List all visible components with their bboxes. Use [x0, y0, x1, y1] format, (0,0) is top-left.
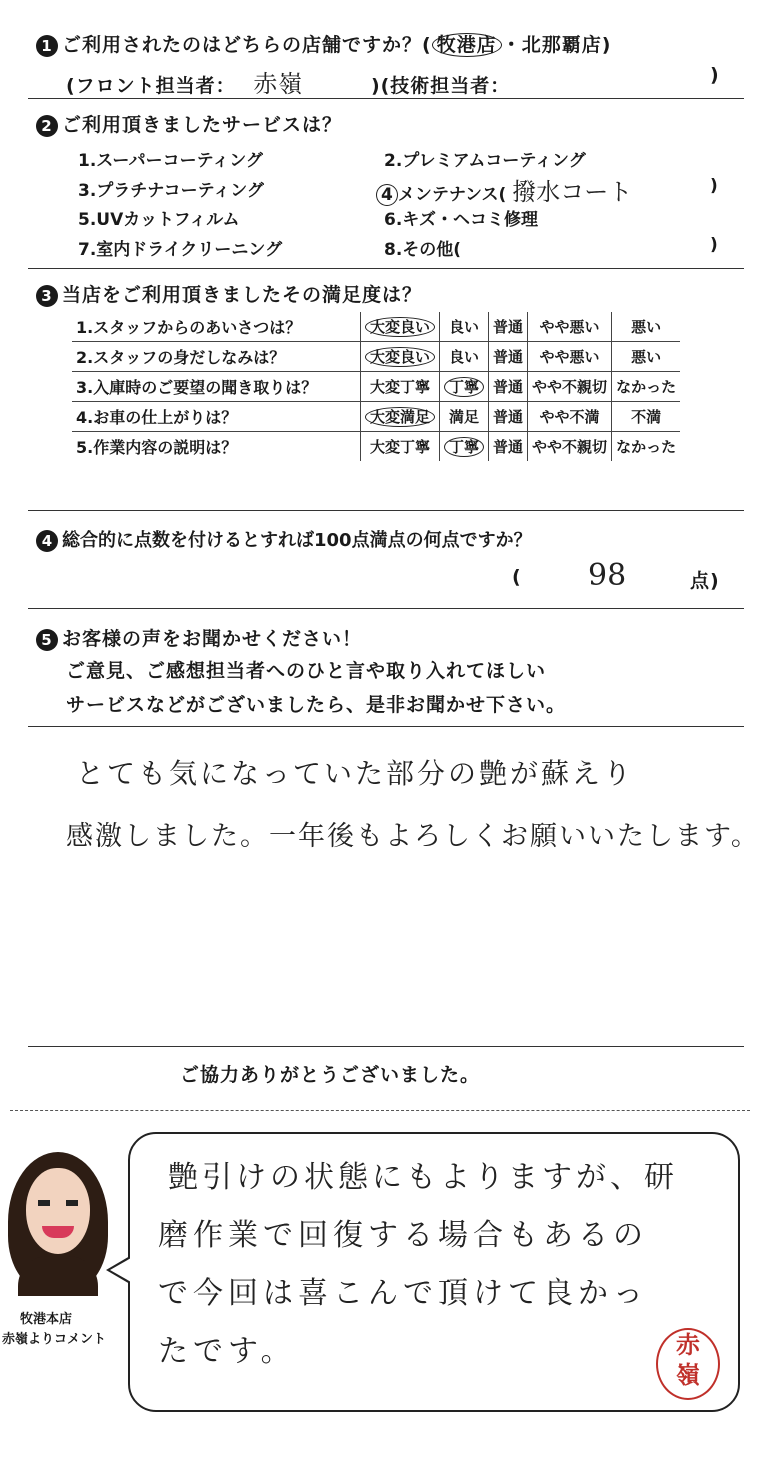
divider-1 — [28, 98, 744, 99]
sat-option: 普通 — [489, 342, 528, 372]
divider-6 — [28, 1046, 744, 1047]
comment-line-3: で今回は喜こんで頂けて良かっ — [158, 1276, 648, 1311]
divider-4 — [28, 608, 744, 609]
q4-title: 総合的に点数を付けるとすれば100点満点の何点ですか？ — [62, 530, 532, 551]
q2-option-8: 8.その他( — [384, 240, 462, 260]
q2-option-4 — [376, 172, 632, 207]
q1-tech-close: ) — [710, 64, 720, 86]
q5-number-badge: 5 — [36, 629, 58, 651]
sat-option: やや悪い — [528, 342, 612, 372]
q1-store-makiminato-circled: 牧港店 — [432, 33, 502, 57]
satisfaction-table — [72, 312, 680, 461]
name-seal-stamp — [656, 1328, 720, 1400]
sat-option: 普通 — [489, 372, 528, 402]
avatar-face — [26, 1168, 90, 1254]
sat-option-circled: 丁寧 — [444, 377, 484, 397]
q4-number-badge: 4 — [36, 530, 58, 552]
q2-option-4-value: 撥水コート — [512, 178, 633, 206]
sat-option: 大変丁寧 — [361, 372, 440, 402]
q2-title: ご利用頂きましたサービスは？ — [62, 114, 343, 136]
q2-option-2: 2.プレミアムコーティング — [384, 151, 586, 171]
sat-option: 普通 — [489, 312, 528, 342]
q2-option-1: 1.スーパーコーティング — [78, 151, 263, 171]
sat-option: やや不親切 — [528, 372, 612, 402]
dashed-separator — [10, 1110, 750, 1111]
comment-line-2: 磨作業で回復する場合もあるの — [158, 1218, 648, 1253]
avatar-eyes — [38, 1200, 78, 1206]
sat-option: 普通 — [489, 432, 528, 462]
sat-option: 良い — [440, 342, 489, 372]
table-row — [72, 342, 680, 372]
q3-number-badge: 3 — [36, 285, 58, 307]
q1-title: ご利用されたのはどちらの店舗ですか？( — [62, 34, 432, 56]
q2-option-8-close: ) — [710, 235, 718, 255]
customer-answer-line-1: とても気になっていた部分の艶が蘇えり — [76, 757, 635, 790]
q2-option-4-close: ) — [710, 176, 718, 196]
sat-question: 5.作業内容の説明は？ — [76, 438, 238, 457]
q3-question — [36, 280, 422, 307]
q1-close: ) — [601, 34, 612, 56]
avatar-comment-label: 赤嶺よりコメント — [2, 1332, 107, 1347]
sat-option-circled: 大変良い — [365, 347, 435, 367]
q2-question — [36, 110, 342, 137]
q5-line2: ご意見、ご感想担当者へのひと言や取り入れてほしい — [66, 660, 547, 682]
q4-score-open: ( — [512, 566, 522, 588]
q1-front-label: (フロント担当者： — [66, 75, 236, 97]
q1-question — [36, 30, 611, 57]
sat-option-circled: 大変満足 — [365, 407, 435, 427]
sat-option: やや不親切 — [528, 432, 612, 462]
sat-question: 1.スタッフからのあいさつは？ — [72, 312, 361, 342]
q2-option-6: 6.キズ・ヘコミ修理 — [384, 210, 538, 230]
q3-title: 当店をご利用頂きましたその満足度は？ — [62, 284, 423, 306]
divider-2 — [28, 268, 744, 269]
q2-option-4-number-circled: 4 — [376, 184, 398, 206]
avatar-store-label: 牧港本店 — [20, 1312, 73, 1327]
q1-number-badge: 1 — [36, 35, 58, 57]
q4-score-unit: 点) — [690, 570, 720, 592]
sat-option: なかった — [612, 372, 681, 402]
q2-option-4-label: メンテナンス( — [397, 185, 507, 205]
q1-separator: ・ — [501, 34, 522, 56]
sat-option: 普通 — [489, 402, 528, 432]
stamp-char-2: 嶺 — [676, 1360, 700, 1389]
staff-avatar — [4, 1152, 112, 1302]
sat-option: 悪い — [612, 342, 681, 372]
q2-option-3: 3.プラチナコーティング — [78, 181, 264, 201]
customer-answer-line-2: 感激しました。一年後もよろしくお願いいたします。 — [66, 821, 760, 852]
q1-store-kitanaha: 北那覇店 — [521, 34, 602, 56]
sat-option: 大変丁寧 — [361, 432, 440, 462]
q4-question — [36, 526, 532, 552]
q4-score-value: 98 — [588, 558, 627, 593]
sat-option: やや不満 — [528, 402, 612, 432]
q5-question — [36, 624, 362, 651]
q5-line3: サービスなどがございましたら、是非お聞かせ下さい。 — [66, 694, 567, 716]
table-row — [72, 372, 680, 402]
divider-3 — [28, 510, 744, 511]
stamp-char-1: 赤 — [676, 1330, 700, 1359]
comment-line-1: 艶引けの状態にもよりますが、研 — [168, 1160, 678, 1195]
table-row — [72, 432, 680, 462]
q2-number-badge: 2 — [36, 115, 58, 137]
q1-tech-label: )(技術担当者： — [370, 75, 511, 97]
q1-staff-row — [66, 64, 510, 99]
sat-question: 3.入庫時のご要望の聞き取りは？ — [72, 372, 361, 402]
q1-front-value: 赤嶺 — [253, 70, 304, 98]
sat-option: やや悪い — [528, 312, 612, 342]
sat-option: なかった — [612, 432, 681, 462]
q2-option-7: 7.室内ドライクリーニング — [78, 240, 283, 260]
avatar-shirt — [18, 1256, 98, 1296]
sat-question: 2.スタッフの身だしなみは？ — [72, 342, 361, 372]
table-row — [72, 402, 680, 432]
comment-line-4: たです。 — [158, 1334, 296, 1369]
q5-title: お客様の声をお聞かせください！ — [62, 628, 363, 650]
table-row — [72, 312, 680, 342]
sat-option-circled: 大変良い — [365, 317, 435, 337]
sat-option: 良い — [440, 312, 489, 342]
sat-option: 悪い — [612, 312, 681, 342]
sat-question: 4.お車の仕上がりは？ — [72, 402, 361, 432]
q2-option-5: 5.UVカットフィルム — [78, 210, 240, 230]
sat-option-circled: 丁寧 — [444, 437, 484, 457]
divider-5 — [28, 726, 744, 727]
thanks-message: ご協力ありがとうございました。 — [180, 1064, 481, 1086]
sat-option: 不満 — [612, 402, 681, 432]
bubble-tail-inner — [110, 1258, 131, 1282]
sat-option: 満足 — [440, 402, 489, 432]
